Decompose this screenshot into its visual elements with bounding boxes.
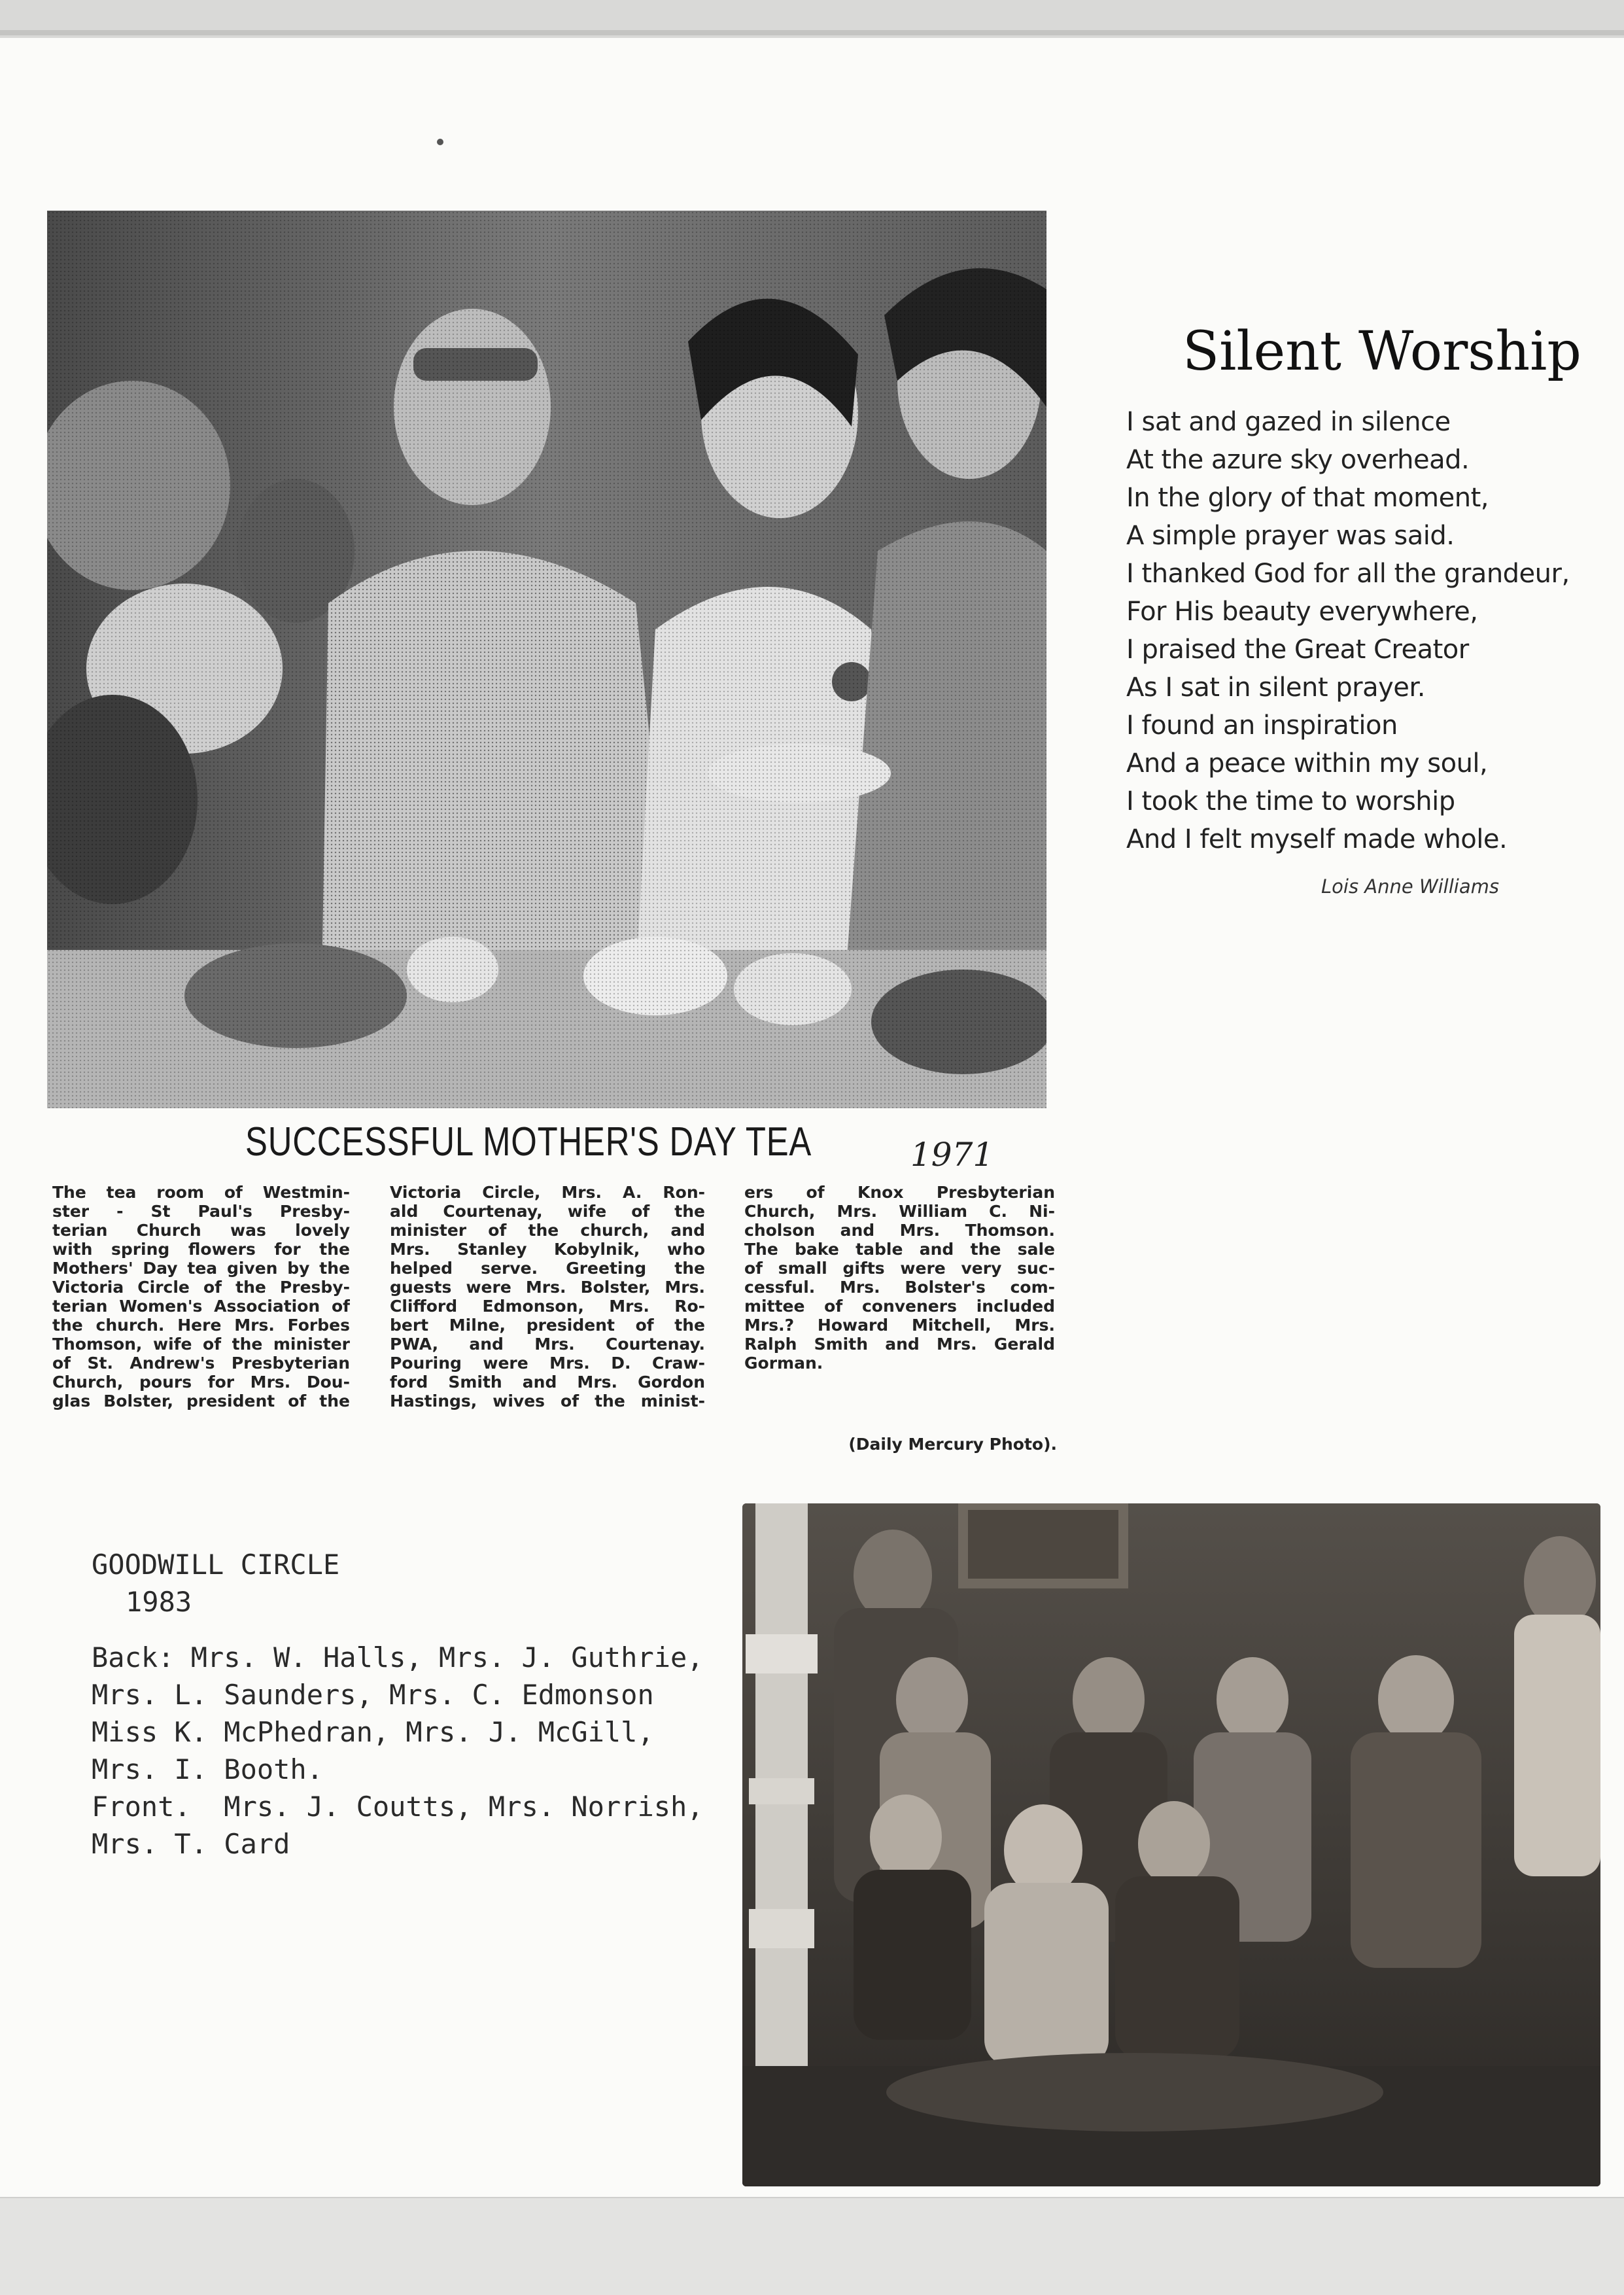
photo-credit: (Daily Mercury Photo). bbox=[848, 1435, 1057, 1454]
article-line: ald Courtenay, wife of the bbox=[390, 1202, 705, 1221]
article-line: Clifford Edmonson, Mrs. Ro- bbox=[390, 1297, 705, 1316]
poem-author: Lois Anne Williams bbox=[1321, 875, 1499, 898]
article-line: of small gifts were very suc- bbox=[744, 1259, 1055, 1278]
article-line: Hastings, wives of the minist- bbox=[390, 1392, 705, 1410]
article-column-1 bbox=[52, 1183, 350, 1410]
poem-line: I praised the Great Creator bbox=[1126, 635, 1469, 665]
article-line: cessful. Mrs. Bolster's com- bbox=[744, 1278, 1055, 1297]
article-line: guests were Mrs. Bolster, Mrs. bbox=[390, 1278, 705, 1297]
article-line: the church. Here Mrs. Forbes bbox=[52, 1316, 350, 1335]
poem-line: I took the time to worship bbox=[1126, 786, 1455, 816]
article-line: The tea room of Westmin- bbox=[52, 1183, 350, 1202]
poem-line: I sat and gazed in silence bbox=[1126, 407, 1451, 437]
article-line: Gorman. bbox=[744, 1354, 823, 1373]
goodwill-group-photo bbox=[742, 1503, 1600, 2186]
article-line: Church, Mrs. William C. Ni- bbox=[744, 1202, 1055, 1221]
goodwill-names bbox=[92, 1639, 704, 1863]
article-line: ers of Knox Presbyterian bbox=[744, 1183, 1055, 1202]
article-line: Pouring were Mrs. D. Craw- bbox=[390, 1354, 705, 1373]
article-line: Victoria Circle of the Presby- bbox=[52, 1278, 350, 1297]
article-line: Thomson, wife of the minister bbox=[52, 1335, 350, 1354]
article-line: PWA, and Mrs. Courtenay. bbox=[390, 1335, 705, 1354]
handwritten-year: 1971 bbox=[910, 1136, 994, 1174]
article-line: ford Smith and Mrs. Gordon bbox=[390, 1373, 705, 1392]
article-line: minister of the church, and bbox=[390, 1221, 705, 1240]
poem-line: I thanked God for all the grandeur, bbox=[1126, 559, 1570, 589]
goodwill-names-line: Mrs. T. Card bbox=[92, 1828, 290, 1860]
poem-line: For His beauty everywhere, bbox=[1126, 597, 1478, 627]
article-line: bert Milne, president of the bbox=[390, 1316, 705, 1335]
poem-line: In the glory of that moment, bbox=[1126, 483, 1489, 513]
poem-line: And a peace within my soul, bbox=[1126, 748, 1488, 779]
poem-line: I found an inspiration bbox=[1126, 710, 1398, 741]
article-line: of St. Andrew's Presbyterian bbox=[52, 1354, 350, 1373]
article-headline: SUCCESSFUL MOTHER'S DAY TEA bbox=[245, 1119, 812, 1165]
article-line: terian Church was lovely bbox=[52, 1221, 350, 1240]
article-line: Victoria Circle, Mrs. A. Ron- bbox=[390, 1183, 705, 1202]
poem-body bbox=[1126, 403, 1610, 858]
goodwill-year: 1983 bbox=[126, 1586, 192, 1618]
article-line: terian Women's Association of bbox=[52, 1297, 350, 1316]
goodwill-names-line: Mrs. I. Booth. bbox=[92, 1753, 324, 1785]
article-line: Ralph Smith and Mrs. Gerald bbox=[744, 1335, 1055, 1354]
tea-photo bbox=[47, 211, 1046, 1108]
article-line: Church, pours for Mrs. Dou- bbox=[52, 1373, 350, 1392]
goodwill-names-line: Back: Mrs. W. Halls, Mrs. J. Guthrie, bbox=[92, 1641, 704, 1673]
goodwill-names-line: Front. Mrs. J. Coutts, Mrs. Norrish, bbox=[92, 1791, 704, 1823]
article-column-2 bbox=[390, 1183, 705, 1410]
scan-speck bbox=[437, 139, 443, 145]
article-line: helped serve. Greeting the bbox=[390, 1259, 705, 1278]
article-line: glas Bolster, president of the bbox=[52, 1392, 350, 1410]
article-line: The bake table and the sale bbox=[744, 1240, 1055, 1259]
article-line: ster - St Paul's Presby- bbox=[52, 1202, 350, 1221]
article-line: cholson and Mrs. Thomson. bbox=[744, 1221, 1055, 1240]
article-line: Mrs.? Howard Mitchell, Mrs. bbox=[744, 1316, 1055, 1335]
poem-line: And I felt myself made whole. bbox=[1126, 824, 1508, 854]
article-line: mittee of conveners included bbox=[744, 1297, 1055, 1316]
goodwill-names-line: Miss K. McPhedran, Mrs. J. McGill, bbox=[92, 1716, 654, 1748]
poem-title: Silent Worship bbox=[1183, 321, 1581, 383]
poem-line: As I sat in silent prayer. bbox=[1126, 673, 1425, 703]
poem-line: At the azure sky overhead. bbox=[1126, 445, 1470, 475]
article-line: with spring flowers for the bbox=[52, 1240, 350, 1259]
poem-line: A simple prayer was said. bbox=[1126, 521, 1455, 551]
goodwill-names-line: Mrs. L. Saunders, Mrs. C. Edmonson bbox=[92, 1679, 654, 1711]
scan-bottom-edge bbox=[0, 2198, 1624, 2295]
scan-top-shadow bbox=[0, 30, 1624, 35]
article-line: Mothers' Day tea given by the bbox=[52, 1259, 350, 1278]
article-line: Mrs. Stanley Kobylnik, who bbox=[390, 1240, 705, 1259]
article-column-3 bbox=[744, 1183, 1055, 1373]
goodwill-title: GOODWILL CIRCLE bbox=[92, 1549, 340, 1581]
